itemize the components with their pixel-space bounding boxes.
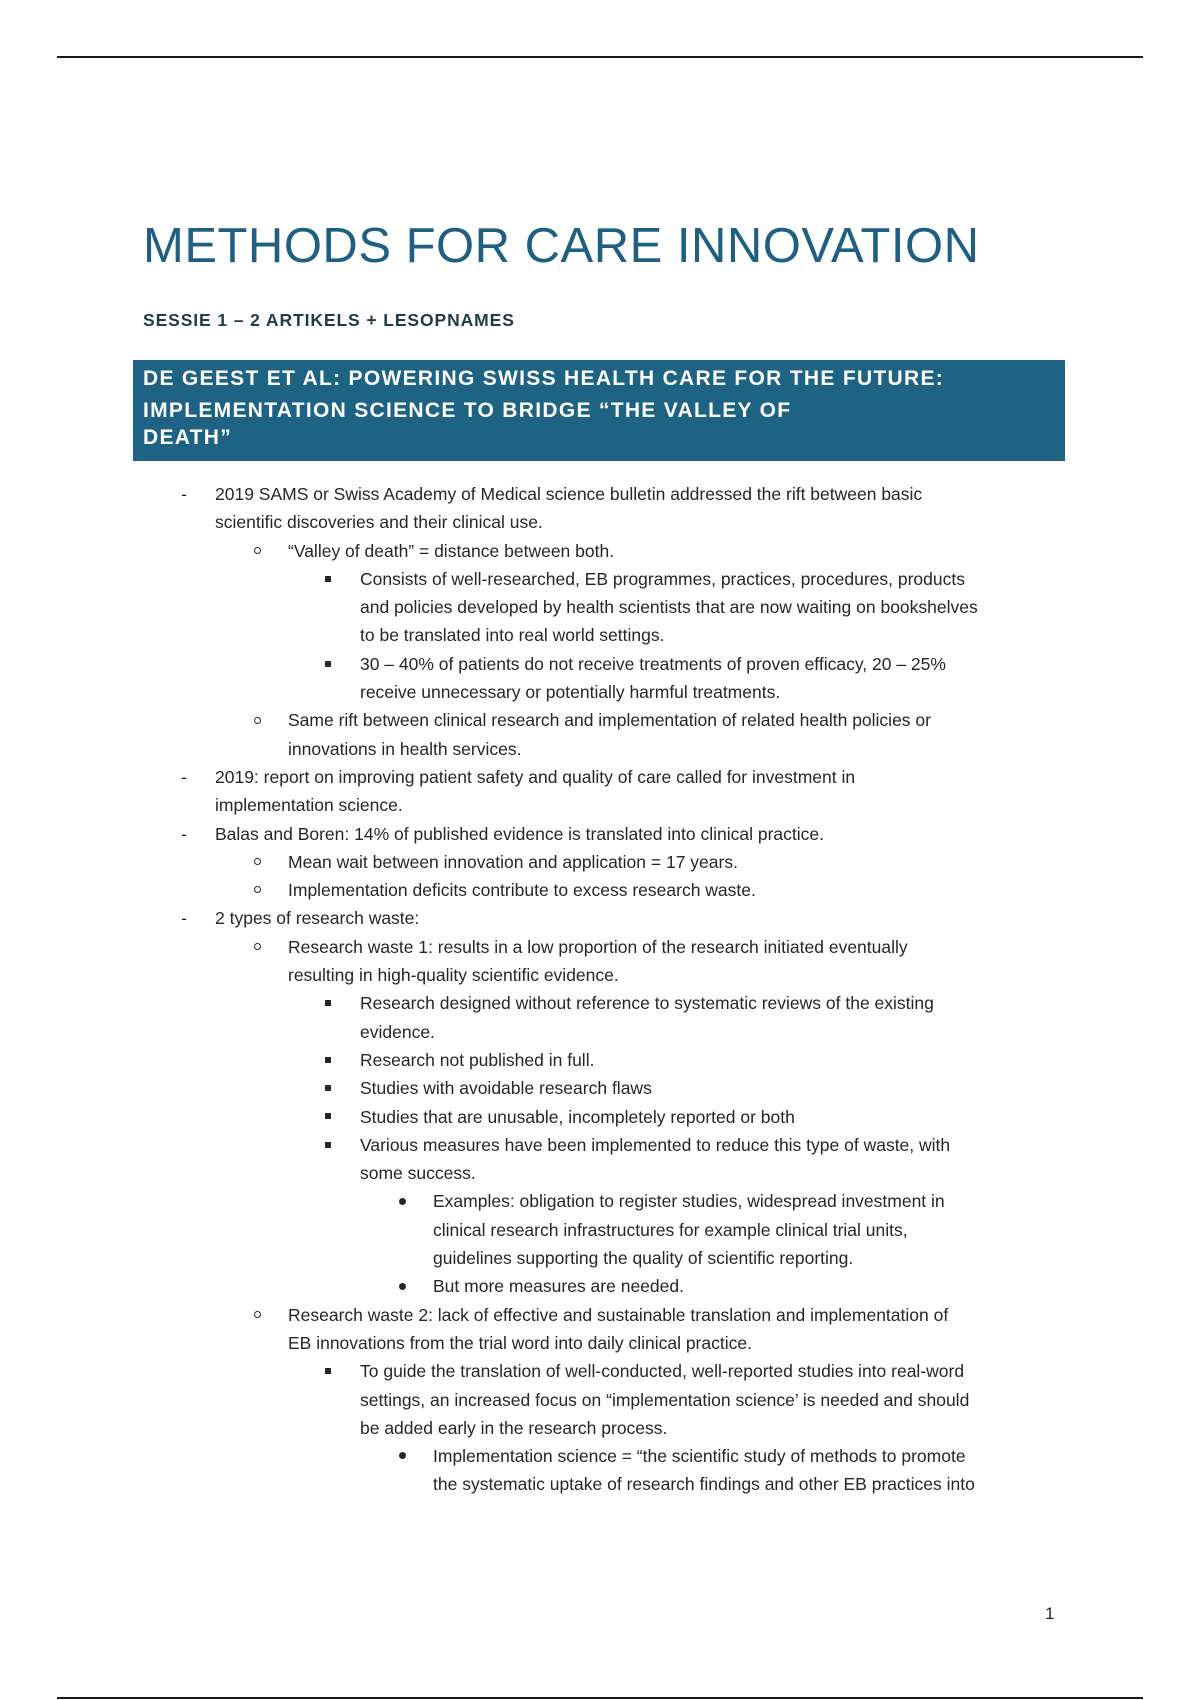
list-item-text: Mean wait between innovation and application = 17 years. (288, 851, 738, 872)
circle-bullet-icon (250, 933, 264, 961)
list-item (0, 1046, 1200, 1074)
list-item-text: and policies developed by health scientists that are now waiting on bookshelves (360, 597, 978, 618)
square-bullet-icon (323, 1131, 333, 1159)
square-bullet-icon (323, 1357, 333, 1385)
list-item (0, 537, 1200, 565)
list-item (0, 763, 1200, 820)
list-item-text: clinical research infrastructures for example clinical trial units, (433, 1219, 908, 1240)
dash-bullet-icon: - (181, 908, 187, 929)
list-item-text: Examples: obligation to register studies, widespread investment in (433, 1191, 945, 1212)
list-item-text: Research not published in full. (360, 1049, 595, 1070)
list-item-text: guidelines supporting the quality of scientific reporting. (433, 1248, 854, 1269)
page-number: 1 (1045, 1604, 1055, 1623)
dash-bullet-icon: - (181, 484, 187, 504)
list-item-text: 2019: report on improving patient safety and quality of care called for investment in (215, 766, 856, 787)
list-item-text: “Valley of death” = distance between both. (288, 540, 615, 561)
bullet-list (0, 480, 1200, 1499)
list-item (0, 1074, 1200, 1102)
list-item-text: 2019 SAMS or Swiss Academy of Medical science bulletin addressed the rift between basic (215, 484, 923, 504)
list-item (0, 989, 1200, 1046)
header-rule (57, 56, 1143, 58)
circle-bullet-icon (250, 848, 264, 876)
list-item-text: Research waste 1: results in a low proportion of the research initiated eventually (288, 936, 908, 957)
list-item-text: Research waste 2: lack of effective and sustainable translation and implementation of (288, 1304, 949, 1325)
list-item-text: Consists of well-researched, EB programmes, practices, procedures, products (360, 568, 965, 589)
circle-bullet-icon (250, 1301, 264, 1329)
list-item-text: evidence. (360, 1021, 435, 1042)
list-item (0, 1187, 1200, 1272)
list-item-text: To guide the translation of well-conducted, well-reported studies into real-word (360, 1361, 965, 1382)
list-item-text: Implementation deficits contribute to excess research waste. (288, 880, 756, 901)
dot-bullet-icon (396, 1187, 408, 1215)
list-item-text: receive unnecessary or potentially harmful treatments. (360, 682, 781, 703)
list-item-text: 30 – 40% of patients do not receive treatments of proven efficacy, 20 – 25% (360, 653, 946, 674)
dot-bullet-icon (396, 1442, 408, 1470)
list-item (0, 1103, 1200, 1131)
list-item-text: be added early in the research process. (360, 1417, 668, 1438)
session-heading: SESSIE 1 – 2 ARTIKELS + LESOPNAMES (143, 310, 515, 330)
document-title: METHODS FOR CARE INNOVATION (143, 219, 980, 273)
list-item-text: some success. (360, 1163, 476, 1184)
section-heading-line: IMPLEMENTATION SCIENCE TO BRIDGE “THE VALLEY OF (143, 399, 792, 422)
section-heading-banner (133, 360, 1065, 461)
list-item (0, 820, 1200, 848)
list-item (0, 706, 1200, 763)
list-item (0, 904, 1200, 932)
dash-bullet-icon: - (181, 766, 187, 787)
list-item (0, 1357, 1200, 1442)
list-item (0, 565, 1200, 650)
list-item-text: But more measures are needed. (433, 1276, 684, 1297)
square-bullet-icon (323, 565, 333, 593)
list-item (0, 933, 1200, 990)
list-item (0, 1272, 1200, 1300)
square-bullet-icon (323, 989, 333, 1017)
list-item-text: Implementation science = “the scientific study of methods to promote (433, 1446, 966, 1467)
list-item-text: EB innovations from the trial word into daily clinical practice. (288, 1332, 752, 1353)
list-item-text: settings, an increased focus on “implementation science’ is needed and should (360, 1389, 970, 1410)
list-item (0, 1442, 1200, 1499)
list-item (0, 848, 1200, 876)
list-item-text: the systematic uptake of research findings and other EB practices into (433, 1474, 975, 1495)
list-item-text: resulting in high-quality scientific evidence. (288, 965, 619, 986)
square-bullet-icon (323, 650, 333, 678)
list-item-text: Studies that are unusable, incompletely reported or both (360, 1106, 795, 1127)
list-item-text: innovations in health services. (288, 738, 522, 759)
square-bullet-icon (323, 1103, 333, 1131)
list-item (0, 1301, 1200, 1358)
list-item (0, 650, 1200, 707)
list-item (0, 1131, 1200, 1188)
list-item-text: Various measures have been implemented to reduce this type of waste, with (360, 1134, 951, 1155)
circle-bullet-icon (250, 706, 264, 734)
circle-bullet-icon (250, 876, 264, 904)
circle-bullet-icon (250, 537, 264, 565)
dash-bullet-icon: - (181, 823, 187, 844)
list-item-text: Same rift between clinical research and implementation of related health policies or (288, 710, 931, 731)
square-bullet-icon (323, 1074, 333, 1102)
section-heading-line: DE GEEST ET AL: POWERING SWISS HEALTH CARE FOR THE FUTURE: (143, 367, 945, 390)
list-item (0, 876, 1200, 904)
list-item-text: scientific discoveries and their clinical use. (215, 512, 543, 533)
list-item-text: 2 types of research waste: (215, 908, 420, 929)
list-item-text: implementation science. (215, 795, 403, 816)
list-item (0, 480, 1200, 537)
square-bullet-icon (323, 1046, 333, 1074)
list-item-text: Research designed without reference to systematic reviews of the existing (360, 993, 934, 1014)
footer-rule (57, 1697, 1143, 1699)
dot-bullet-icon (396, 1272, 408, 1300)
list-item-text: Balas and Boren: 14% of published evidence is translated into clinical practice. (215, 823, 824, 844)
section-heading-line: DEATH” (143, 426, 233, 449)
list-item-text: to be translated into real world settings. (360, 625, 665, 646)
list-item-text: Studies with avoidable research flaws (360, 1078, 652, 1099)
